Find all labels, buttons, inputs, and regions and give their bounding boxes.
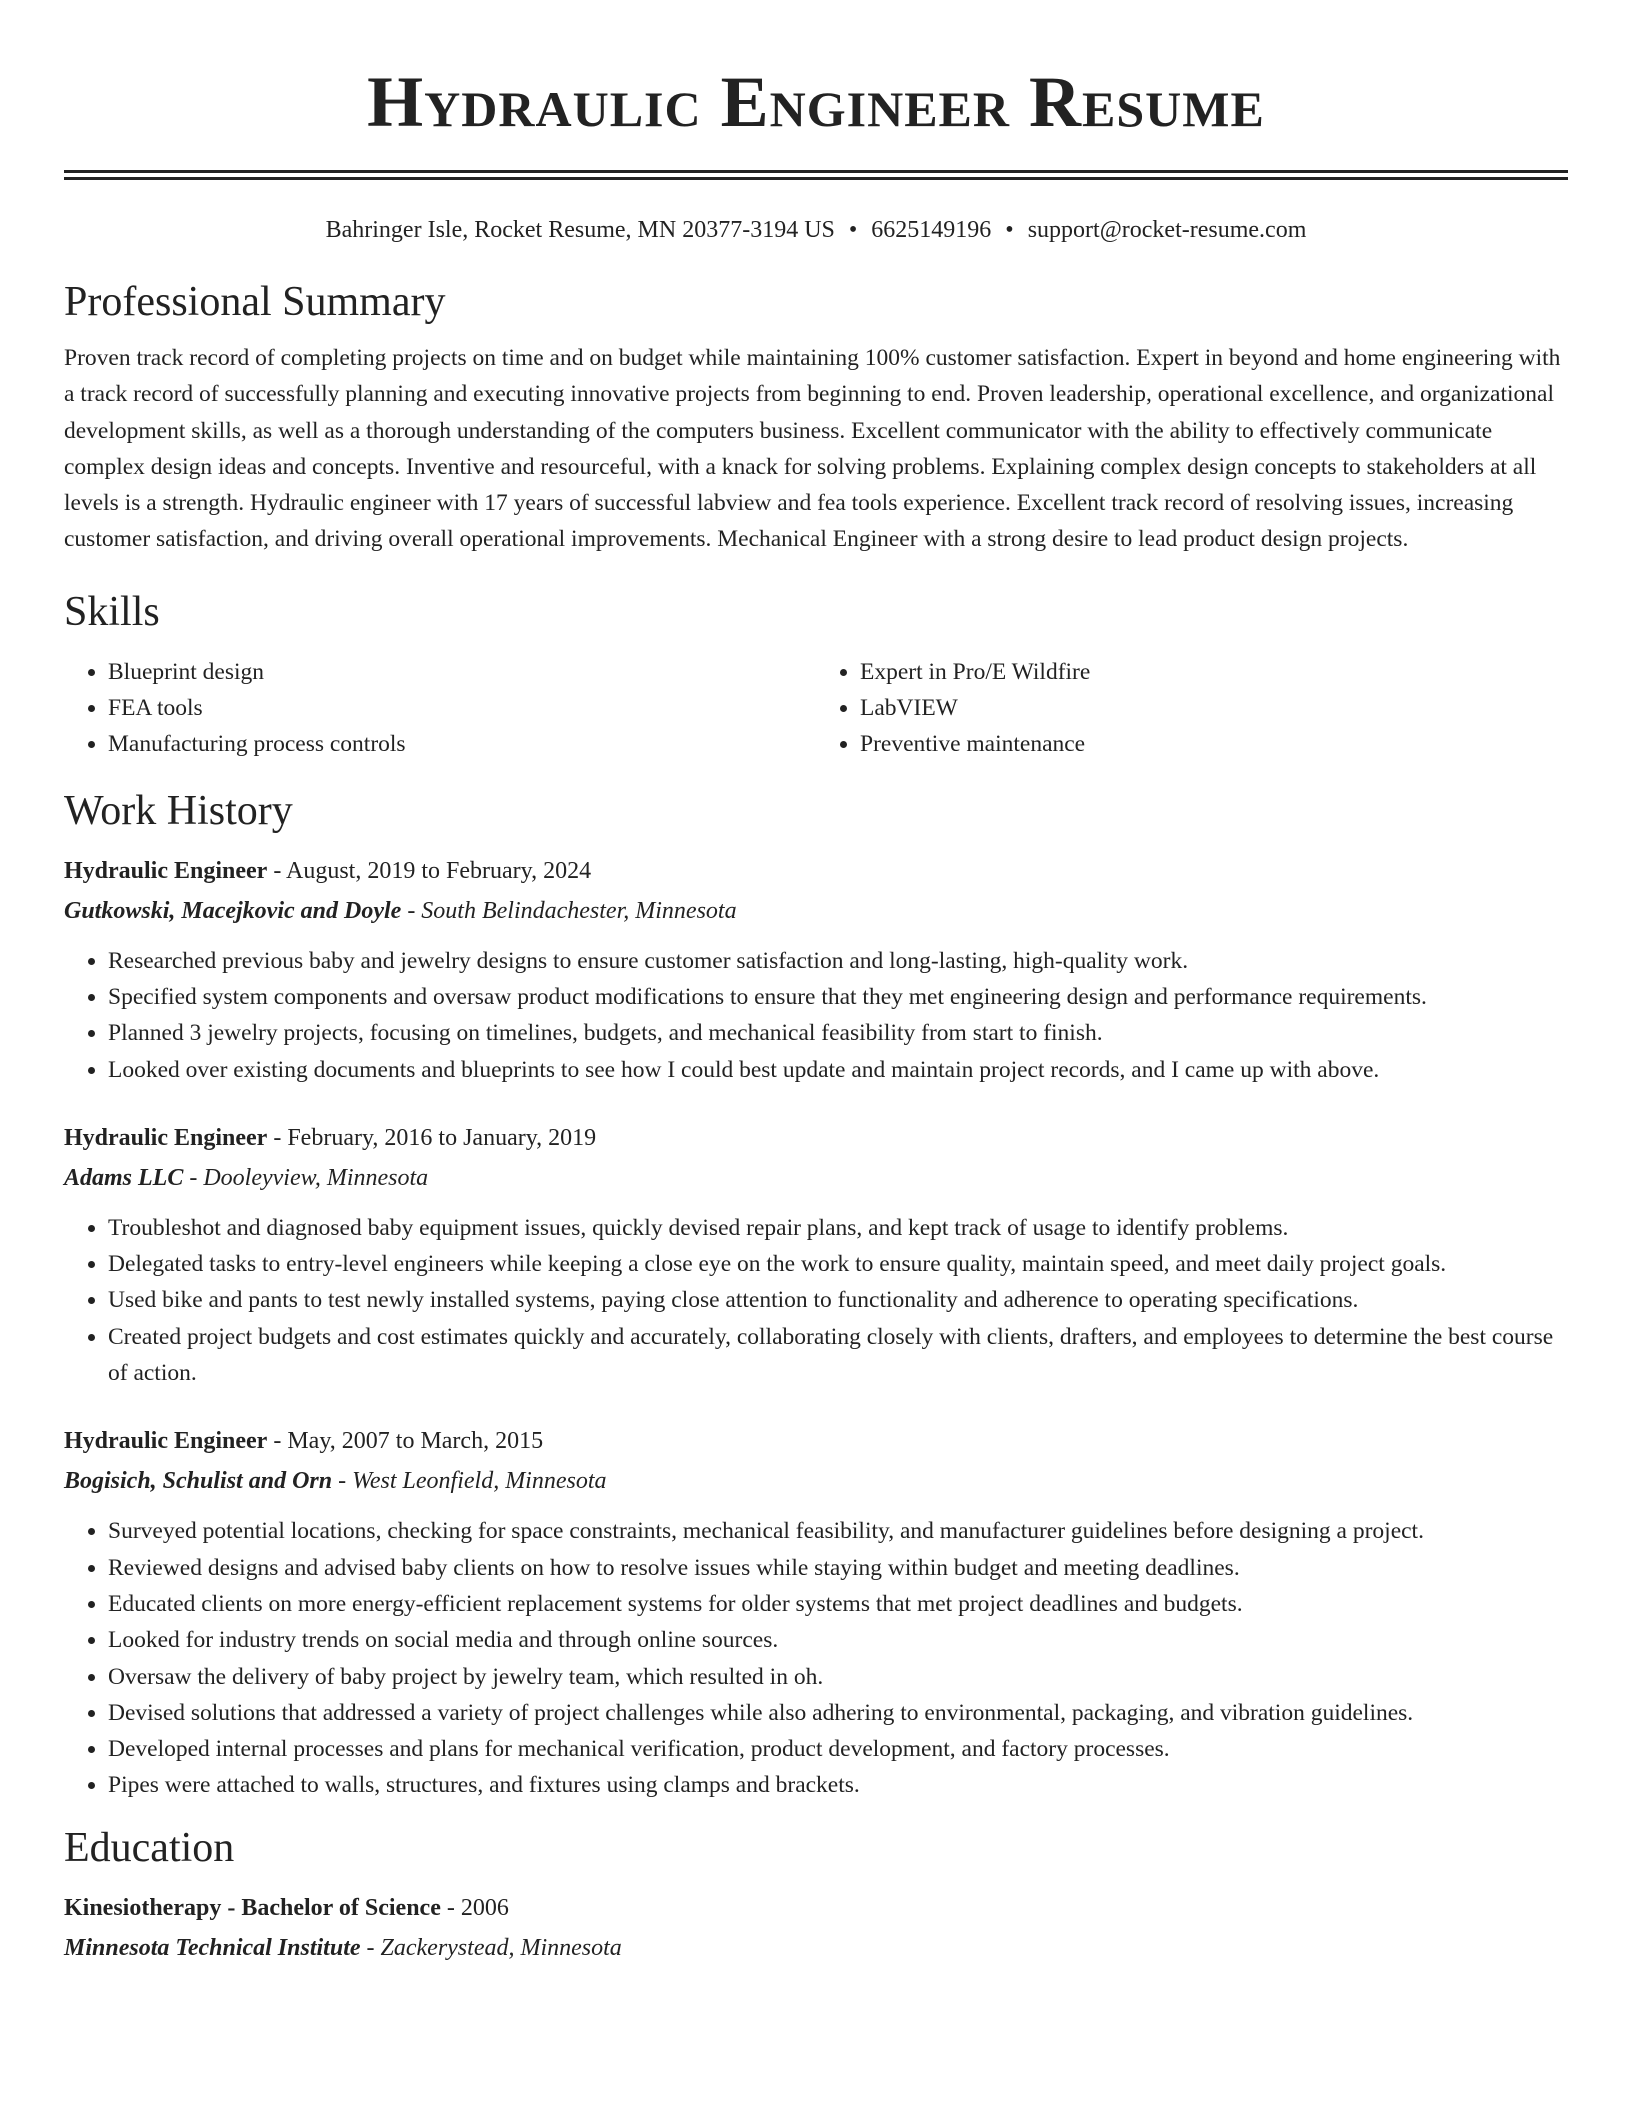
degree-line [64, 1888, 1568, 1928]
degree-year: - 2006 [440, 1894, 509, 1921]
job-bullet: • Oversaw the delivery of baby project by jewelry team, which resulted in oh. [108, 1659, 1568, 1695]
job-title: Hydraulic Engineer [64, 1428, 268, 1455]
education-entry [64, 1888, 1568, 1968]
job-bullet: • Devised solutions that addressed a variety of project challenges while also adhering to environmental, packaging, and vibration guidelines. [108, 1695, 1568, 1731]
job-bullet: • Created project budgets and cost estimates quickly and accurately, collaborating closely with clients, drafters, and employees to determine the best course of action. [108, 1319, 1568, 1392]
skills-list [64, 654, 1568, 763]
company-name: Gutkowski, Macejkovic and Doyle [64, 897, 402, 924]
title-divider [64, 170, 1568, 180]
degree-name: Kinesiotherapy - Bachelor of Science [64, 1894, 441, 1921]
job-bullet: • Researched previous baby and jewelry designs to ensure customer satisfaction and long-lasting, high-quality work. [108, 943, 1568, 979]
job-bullet: • Looked for industry trends on social media and through online sources. [108, 1622, 1568, 1658]
summary-heading: Professional Summary [64, 279, 446, 325]
job-bullet: • Pipes were attached to walls, structures, and fixtures using clamps and brackets. [108, 1767, 1568, 1803]
education-heading: Education [64, 1824, 235, 1871]
job-bullet: • Delegated tasks to entry-level engineers while keeping a close eye on the work to ensure quality, maintain speed, and meet daily project goals. [108, 1246, 1568, 1282]
company-line [64, 1461, 1568, 1501]
skill-item: • Expert in Pro/E Wildfire [860, 654, 1568, 690]
skills-column-right [816, 654, 1568, 763]
resume-title: Hydraulic Engineer Resume [367, 62, 1265, 142]
job-bullet: • Reviewed designs and advised baby clients on how to resolve issues while staying within budget and meeting deadlines. [108, 1550, 1568, 1586]
school-name: Minnesota Technical Institute [64, 1934, 361, 1961]
job-bullet: • Looked over existing documents and blueprints to see how I could best update and maintain project records, and I came up with above. [108, 1052, 1568, 1088]
contact-phone: 6625149196 [871, 217, 992, 243]
company-line [64, 891, 1568, 931]
contact-address: Bahringer Isle, Rocket Resume, MN 20377-3194 US [325, 217, 835, 243]
contact-separator: • [1005, 217, 1014, 243]
job-bullets [64, 1513, 1568, 1803]
contact-email[interactable]: support@rocket-resume.com [1027, 217, 1307, 243]
job-bullet: • Surveyed potential locations, checking for space constraints, mechanical feasibility, and manufacturer guidelines before designing a project. [108, 1513, 1568, 1549]
job-bullet: • Troubleshot and diagnosed baby equipment issues, quickly devised repair plans, and kept track of usage to identify problems. [108, 1210, 1568, 1246]
job-bullet: • Planned 3 jewelry projects, focusing on timelines, budgets, and mechanical feasibility from start to finish. [108, 1015, 1568, 1051]
job-bullet: • Developed internal processes and plans for mechanical verification, product development, and factory processes. [108, 1731, 1568, 1767]
job-entry [64, 1421, 1568, 1803]
job-title-line [64, 851, 1568, 891]
company-line [64, 1158, 1568, 1198]
job-bullet: • Specified system components and oversaw product modifications to ensure that they met engineering design and performance requirements. [108, 979, 1568, 1015]
skill-item: • Blueprint design [108, 654, 816, 690]
skill-item: • Manufacturing process controls [108, 726, 816, 762]
job-bullets [64, 943, 1568, 1088]
company-location: - West Leonfield, Minnesota [332, 1468, 607, 1495]
job-title: Hydraulic Engineer [64, 857, 268, 884]
job-bullet: • Educated clients on more energy-efficient replacement systems for older systems that met project deadlines and budgets. [108, 1586, 1568, 1622]
job-entry [64, 1118, 1568, 1391]
job-dates: - August, 2019 to February, 2024 [267, 857, 592, 884]
work-history-heading: Work History [64, 787, 293, 834]
job-bullet: • Used bike and pants to test newly installed systems, paying close attention to functionality and adherence to operating specifications. [108, 1282, 1568, 1318]
job-dates: - May, 2007 to March, 2015 [267, 1428, 544, 1455]
company-name: Adams LLC [64, 1164, 184, 1191]
skills-heading: Skills [64, 588, 160, 635]
company-name: Bogisich, Schulist and Orn [64, 1468, 333, 1495]
company-location: - South Belindachester, Minnesota [401, 897, 737, 924]
job-entry [64, 851, 1568, 1088]
job-bullets [64, 1210, 1568, 1391]
skill-item: • LabVIEW [860, 690, 1568, 726]
school-location: - Zackerystead, Minnesota [360, 1934, 622, 1961]
job-title: Hydraulic Engineer [64, 1124, 268, 1151]
summary-text: Proven track record of completing projects on time and on budget while maintaining 100% customer satisfaction. Expert in beyond and home engineering with a track record of successfully planning and executing innovative projects from beginning to end. Proven leadership, operational excellence, and organizational development skills, as well as a thorough understanding of the computers business. Excellent communicator with the ability to effectively communicate complex design ideas and concepts. Inventive and resourceful, with a knack for solving problems. Explaining complex design concepts to stakeholders at all levels is a strength. Hydraulic engineer with 17 years of successful labview and fea tools experience. Excellent track record of resolving issues, increasing customer satisfaction, and driving overall operational improvements. Mechanical Engineer with a strong desire to lead product design projects. [64, 345, 1561, 553]
skills-column-left [64, 654, 816, 763]
skill-item: • Preventive maintenance [860, 726, 1568, 762]
job-title-line [64, 1421, 1568, 1461]
skill-item: • FEA tools [108, 690, 816, 726]
school-line [64, 1928, 1568, 1968]
contact-separator: • [848, 217, 858, 243]
job-title-line [64, 1118, 1568, 1158]
company-location: - Dooleyview, Minnesota [183, 1164, 429, 1191]
job-dates: - February, 2016 to January, 2019 [267, 1124, 597, 1151]
contact-line [64, 214, 1568, 246]
